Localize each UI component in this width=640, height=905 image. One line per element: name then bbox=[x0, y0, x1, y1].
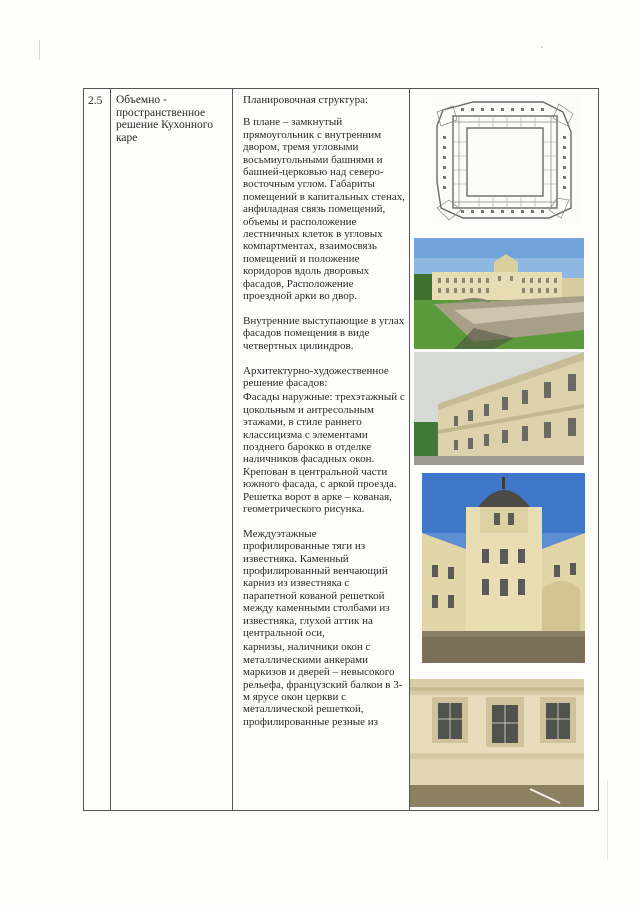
row-title: Объемно - пространственное решение Кухонного каре bbox=[116, 94, 213, 144]
images-cell bbox=[410, 89, 599, 811]
floor-plan-image bbox=[431, 96, 579, 224]
description-cell bbox=[233, 89, 410, 811]
paragraph-details: карнизы, наличники окон с металлическими анкерами маркизов и дверей – невысокого рельефа, французский балкон в 3-м ярусе окон церкви с металлической решеткой, профилированные резные из bbox=[243, 641, 403, 728]
margin-line bbox=[39, 40, 40, 60]
palace-river-photo bbox=[414, 238, 584, 349]
page-edge-line bbox=[607, 780, 608, 860]
window-detail-photo bbox=[410, 679, 584, 807]
facade-perspective-photo bbox=[414, 352, 584, 465]
scan-speck bbox=[541, 46, 543, 48]
row-number: 2.5 bbox=[88, 95, 103, 107]
description-text bbox=[233, 89, 409, 728]
paragraph-facade-heading: Архитектурно-художественное решение фасадов: bbox=[243, 364, 389, 389]
row-title-cell bbox=[111, 89, 233, 811]
paragraph-planning-heading: Планировочная структура: bbox=[243, 94, 369, 106]
paragraph-plan: В плане – замкнутый прямоугольник с внутренним двором, тремя угловыми восьмиугольными башнями и башней-церковью над северо-восточным углом. Габариты помещений в капитальных стенах, анфиладная связь помещений, объемы и расположение лестничных клеток в угловых компартментах, взаимосвязь помещений и положение коридоров вдоль дворовых фасадов, Расположение проездной арки во двор. bbox=[243, 116, 405, 303]
paragraph-cylinders: Внутренние выступающие в углах фасадов помещения в виде четвертных цилиндров. bbox=[243, 314, 405, 352]
table-row bbox=[84, 89, 599, 811]
row-number-cell bbox=[84, 89, 111, 811]
church-tower-photo bbox=[422, 473, 585, 663]
paragraph-facades: Фасады наружные: трехэтажный с цокольным и антресольным этажами, в стиле раннего классицизма с элементами позднего барокко в отделке наличников фасадных окон. Крепован в центральной части южного фасада, с аркой проезда. Решетка ворот в арке – кованая, геометрического рисунка. bbox=[243, 391, 405, 515]
paragraph-cornice: Междуэтажные профилированные тяги из известняка. Каменный профилированный венчающий карниз из известняка с парапетной кованой решеткой между каменными столбами из известняка, глухой аттик на центральной оси, bbox=[243, 527, 390, 640]
document-table bbox=[83, 88, 599, 811]
